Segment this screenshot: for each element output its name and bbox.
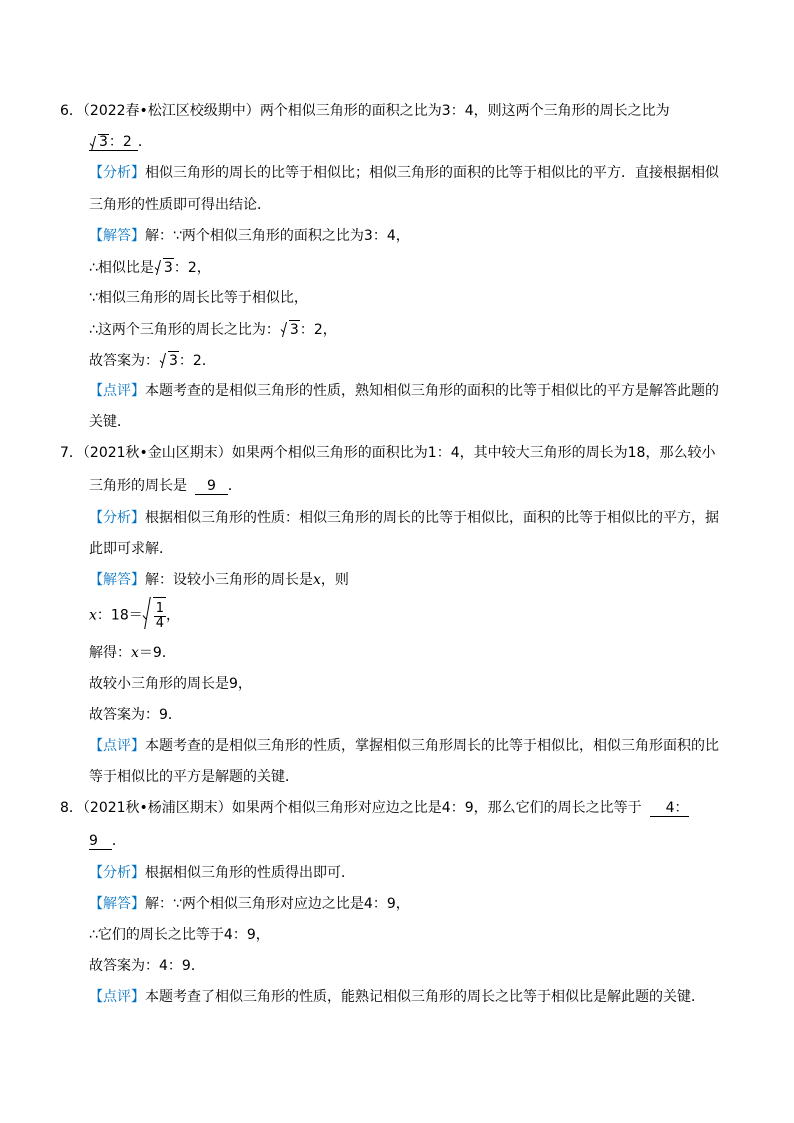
solution-label: 【解答】 <box>89 228 145 244</box>
q6-solution-4: ∴这两个三角形的周长之比为： 3：2， <box>89 322 337 338</box>
q7-analysis: 【分析】根据相似三角形的性质：相似三角形的周长的比等于相似比，面积的比等于相似比的平方，据 <box>89 510 719 526</box>
analysis-label: 【分析】 <box>89 165 145 181</box>
q7-solution: 【解答】解：设较小三角形的周长是x，则 <box>89 572 349 588</box>
q7-analysis-cont: 此即可求解． <box>89 541 173 557</box>
fraction: $\frac{1}{4}$ <box>155 600 165 631</box>
sqrt-symbol: 3 <box>160 351 179 370</box>
sqrt-symbol: 3 <box>90 134 109 150</box>
sqrt-symbol <box>143 597 166 634</box>
q7-solution-5: 故答案为：9． <box>89 707 182 723</box>
q7-solution-4: 故较小三角形的周长是9， <box>89 676 252 692</box>
q6-solution-5: 故答案为： 3：2． <box>89 353 216 369</box>
comment-label: 【点评】 <box>89 989 145 1005</box>
q7-stem-cont: 三角形的周长是 9 ． <box>89 478 242 494</box>
q8-answer-blank-part1: 4： <box>650 801 689 817</box>
q6-answer-line: 3：2 ． <box>89 133 152 151</box>
q6-stem: 6．（2022春•松江区校级期中）两个相似三角形的面积之比为3：4，则这两个三角形的周长之比为 <box>60 103 670 119</box>
q7-answer-blank: 9 <box>195 479 228 495</box>
sqrt-symbol: 3 <box>155 258 174 277</box>
q8-solution-3: 故答案为：4：9． <box>89 958 205 974</box>
q8-stem: 8．（2021秋•杨浦区期末）如果两个相似三角形对应边之比是4：9，那么它们的周长之比等于 4： <box>60 800 689 816</box>
q6-solution: 【解答】解：∵两个相似三角形的面积之比为3：4， <box>89 228 410 244</box>
q8-comment: 【点评】本题考查了相似三角形的性质，能熟记相似三角形的周长之比等于相似比是解此题的关键． <box>89 989 705 1005</box>
q6-solution-2: ∴相似比是 3：2， <box>89 260 211 276</box>
q7-stem: 7．（2021秋•金山区期末）如果两个相似三角形的面积比为1：4，其中较大三角形的周长为18，那么较小 <box>60 445 716 461</box>
solution-label: 【解答】 <box>89 896 145 912</box>
q6-comment: 【点评】本题考查的是相似三角形的性质，熟知相似三角形的面积的比等于相似比的平方是解答此题的 <box>89 383 719 399</box>
q6-solution-3: ∵相似三角形的周长比等于相似比， <box>89 290 308 306</box>
q6-answer-blank: 3：2 <box>89 134 138 151</box>
q7-solution-3: 解得：x＝9． <box>89 645 176 661</box>
q7-comment: 【点评】本题考查的是相似三角形的性质，掌握相似三角形周长的比等于相似比，相似三角形面积的比 <box>89 738 719 754</box>
solution-label: 【解答】 <box>89 572 145 588</box>
q8-answer-cont: 9 ． <box>89 833 126 849</box>
comment-label: 【点评】 <box>89 383 145 399</box>
q6-analysis: 【分析】相似三角形的周长的比等于相似比；相似三角形的面积的比等于相似比的平方．直接根据相似 <box>89 165 719 181</box>
q6-analysis-cont: 三角形的性质即可得出结论． <box>89 197 271 213</box>
sqrt-symbol: 3 <box>281 320 300 339</box>
q8-solution-2: ∴它们的周长之比等于4：9， <box>89 927 270 943</box>
q8-answer-blank-part2: 9 <box>89 834 112 850</box>
analysis-label: 【分析】 <box>89 865 145 881</box>
q8-analysis: 【分析】根据相似三角形的性质得出即可． <box>89 865 355 881</box>
q8-solution: 【解答】解：∵两个相似三角形对应边之比是4：9， <box>89 896 410 912</box>
q7-comment-cont: 等于相似比的平方是解题的关键． <box>89 769 299 785</box>
comment-label: 【点评】 <box>89 738 145 754</box>
q7-equation: x：18＝ $\frac{1}{4}$ ， <box>89 597 180 634</box>
q6-comment-cont: 关键． <box>89 414 131 430</box>
analysis-label: 【分析】 <box>89 510 145 526</box>
